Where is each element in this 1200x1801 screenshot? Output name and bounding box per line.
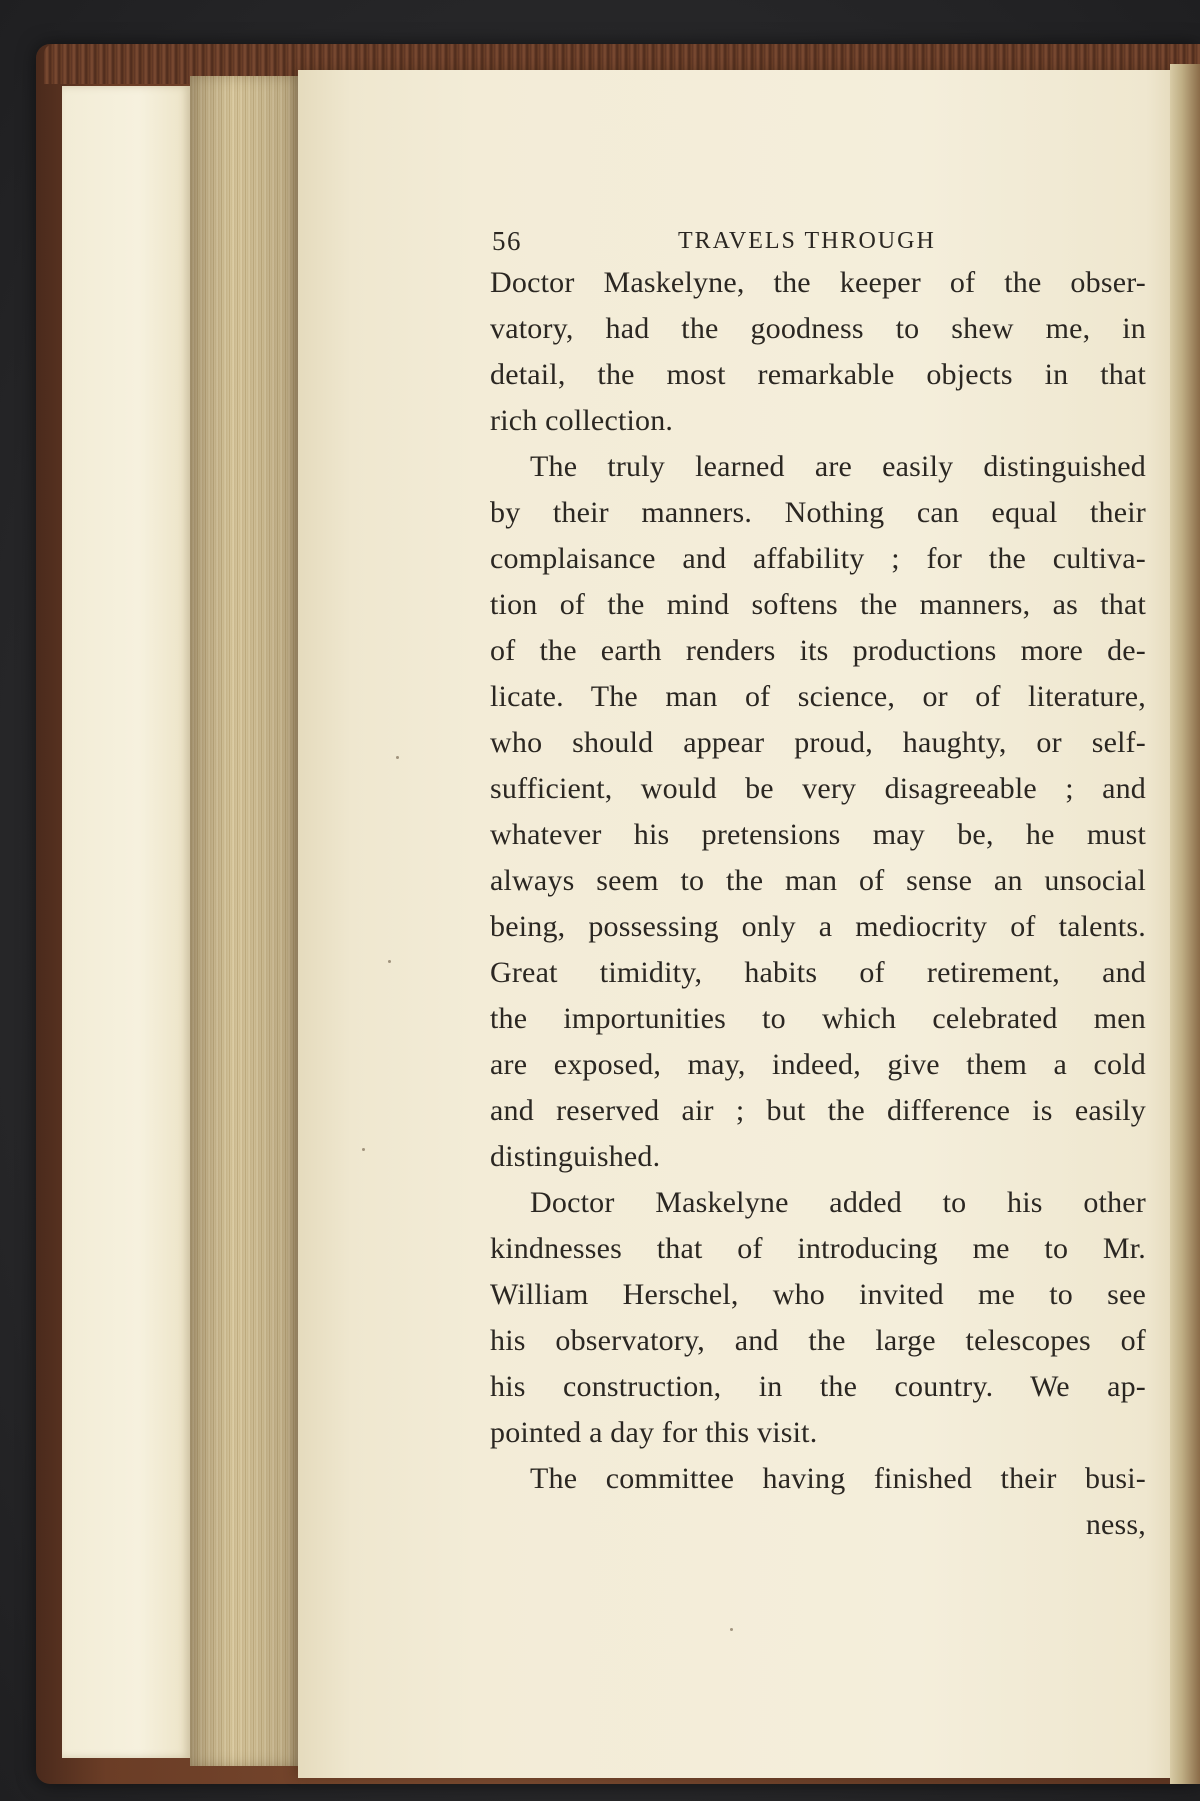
text-line: complaisance and affability ; for the cultiva- <box>490 542 1146 575</box>
paper-speck <box>362 1148 365 1151</box>
paper-speck <box>388 960 391 963</box>
text-line: and reserved air ; but the difference is easily <box>490 1094 1146 1127</box>
text-line: detail, the most remarkable objects in that <box>490 358 1146 391</box>
text-line: always seem to the man of sense an unsocial <box>490 864 1146 897</box>
text-line: Doctor Maskelyne, the keeper of the obser- <box>490 266 1146 299</box>
page-right-edge <box>1170 64 1200 1784</box>
text-line: kindnesses that of introducing me to Mr. <box>490 1232 1146 1265</box>
text-line: sufficient, would be very disagreeable ; and <box>490 772 1146 805</box>
text-line: who should appear proud, haughty, or self- <box>490 726 1146 759</box>
running-head <box>490 212 1146 260</box>
text-line: are exposed, may, indeed, give them a cold <box>490 1048 1146 1081</box>
text-line: his construction, in the country. We ap- <box>490 1370 1146 1403</box>
text-line: by their manners. Nothing can equal their <box>490 496 1146 529</box>
text-line: Doctor Maskelyne added to his other <box>530 1186 1146 1219</box>
paper-speck <box>396 756 399 759</box>
text-line: rich collection. <box>490 404 674 437</box>
text-line: The truly learned are easily distinguished <box>530 450 1146 483</box>
text-line: William Herschel, who invited me to see <box>490 1278 1146 1311</box>
text-line: his observatory, and the large telescopes of <box>490 1324 1146 1357</box>
paper-speck <box>730 1628 733 1631</box>
text-line: distinguished. <box>490 1140 661 1173</box>
page-number: 56 <box>492 226 522 256</box>
running-title: TRAVELS THROUGH <box>678 228 936 254</box>
catchword: ness, <box>1085 1508 1146 1541</box>
text-line: whatever his pretensions may be, he must <box>490 818 1146 851</box>
text-line: pointed a day for this visit. <box>490 1416 818 1449</box>
text-line: The committee having finished their busi- <box>530 1462 1146 1495</box>
text-line: being, possessing only a mediocrity of talents. <box>490 910 1146 943</box>
page-text <box>490 212 1146 1548</box>
text-line: tion of the mind softens the manners, as that <box>490 588 1146 621</box>
text-line: licate. The man of science, or of literature, <box>490 680 1146 713</box>
text-line: the importunities to which celebrated men <box>490 1002 1146 1035</box>
blank-flyleaf <box>62 86 190 1758</box>
text-line: of the earth renders its productions more de- <box>490 634 1146 667</box>
page-edge-shade <box>190 76 298 1766</box>
text-line: Great timidity, habits of retirement, and <box>490 956 1146 989</box>
text-line: vatory, had the goodness to shew me, in <box>490 312 1146 345</box>
